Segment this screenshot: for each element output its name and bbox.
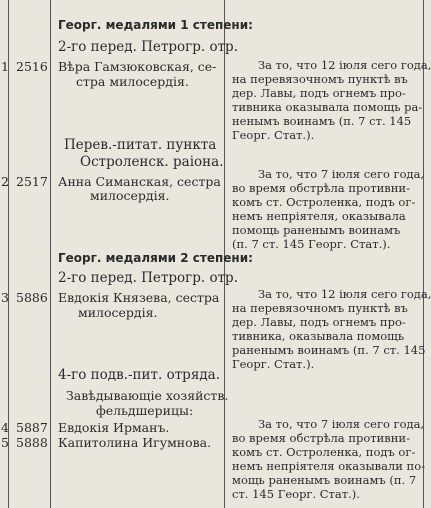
citation-line: раненымъ воинамъ (п. 7 ст. 145 <box>232 343 426 357</box>
citation-line: ненымъ воинамъ (п. 7 ст. 145 <box>232 114 412 128</box>
citation-line: Георг. Стат.). <box>232 128 315 142</box>
citation-line: немъ непріятеля, оказывала <box>232 209 406 223</box>
citation-line: За то, что 7 іюля сего года, <box>258 167 425 181</box>
citation-line: Георг. Стат.). <box>232 357 315 371</box>
recipient-name-cont: милосердія. <box>78 305 158 320</box>
recipient-name: Капитолина Игумнова. <box>58 435 212 450</box>
citation-line: ст. 145 Георг. Стат.). <box>232 487 360 501</box>
section-header-medal-1: Георг. медалями 1 степени: <box>58 18 253 32</box>
unit-label: 4-го подв.-пит. отряда. <box>58 367 220 383</box>
row-index: 5 <box>1 435 9 450</box>
recipient-name-cont: стра милосердія. <box>76 74 189 89</box>
citation-line: во время обстрѣла противни- <box>232 431 410 445</box>
citation-line: на перевязочномъ пунктѣ въ <box>232 301 408 315</box>
column-rule-right <box>423 0 424 508</box>
citation-line: комъ ст. Остроленка, подъ ог- <box>232 195 416 209</box>
citation-line: За то, что 12 іюля сего года, <box>258 58 431 72</box>
recipient-name: Евдокія Князева, сестра <box>58 290 220 305</box>
column-rule-number <box>50 0 51 508</box>
citation-line: За то, что 7 іюля сего года, <box>258 417 425 431</box>
row-index: 1 <box>1 59 9 74</box>
recipient-name-cont: милосердія. <box>90 188 170 203</box>
row-index: 4 <box>1 420 9 435</box>
citation-line: мощь раненымъ воинамъ (п. 7 <box>232 473 417 487</box>
citation-line: во время обстрѣла противни- <box>232 181 410 195</box>
row-index: 3 <box>1 290 9 305</box>
award-number: 2517 <box>16 174 48 189</box>
citation-line: дер. Лавы, подъ огнемъ про- <box>232 315 406 329</box>
citation-line: на перевязочномъ пунктѣ въ <box>232 72 408 86</box>
citation-line: За то, что 12 іюля сего года, <box>258 287 431 301</box>
award-number: 5888 <box>16 435 48 450</box>
recipient-name: Евдокія Ирманъ. <box>58 420 170 435</box>
citation-line: дер. Лавы, подъ огнемъ про- <box>232 86 406 100</box>
unit-label: Перев.-питат. пункта <box>64 137 217 153</box>
recipient-name: Анна Симанская, сестра <box>58 174 221 189</box>
role-label: Завѣдывающіе хозяйств. <box>66 388 229 403</box>
award-number: 5886 <box>16 290 48 305</box>
citation-line: тивника оказывала помощь ра- <box>232 100 423 114</box>
citation-line: немъ непріятеля оказывали по- <box>232 459 426 473</box>
citation-line: (п. 7 ст. 145 Георг. Стат.). <box>232 237 391 251</box>
award-number: 2516 <box>16 59 48 74</box>
row-index: 2 <box>1 174 9 189</box>
award-number: 5887 <box>16 420 48 435</box>
unit-label: 2-го перед. Петрогр. отр. <box>58 39 238 55</box>
citation-line: тивника, оказывала помощь <box>232 329 405 343</box>
recipient-name: Вѣра Гамзюковская, се- <box>58 59 217 74</box>
citation-line: комъ ст. Остроленка, подъ ог- <box>232 445 416 459</box>
unit-label-cont: Остроленск. раіона. <box>80 154 224 170</box>
unit-label: 2-го перед. Петрогр. отр. <box>58 270 238 286</box>
role-label-cont: фельдшерицы: <box>96 403 194 418</box>
section-header-medal-2: Георг. медалями 2 степени: <box>58 251 253 265</box>
citation-line: помощь раненымъ воинамъ <box>232 223 401 237</box>
